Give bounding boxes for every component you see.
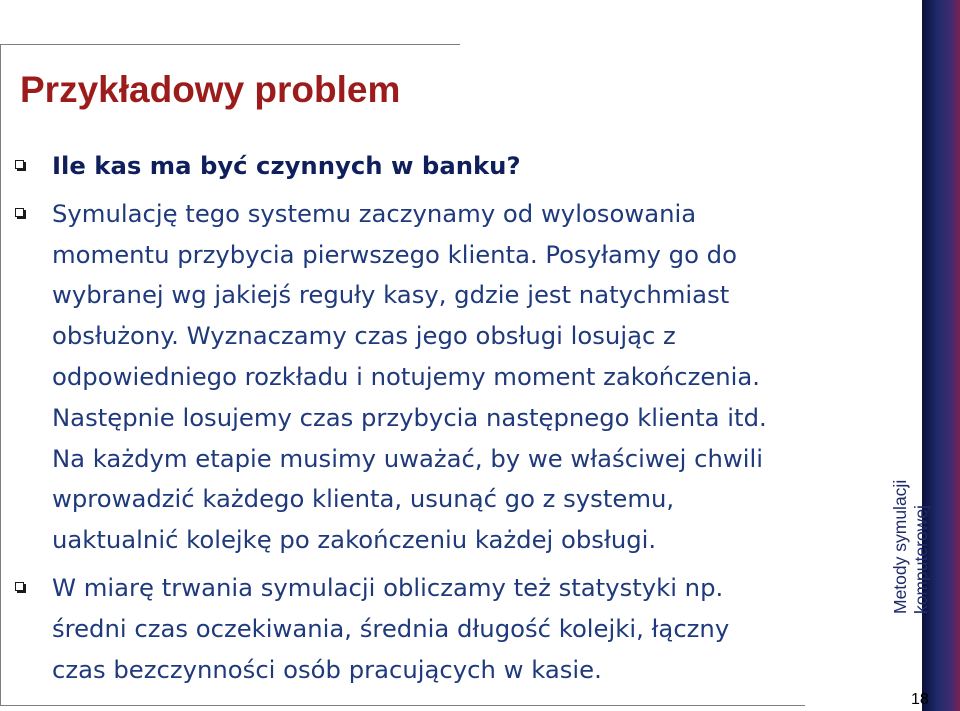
bullet-item-2 <box>0 194 900 561</box>
side-caption-line-1: Metody symulacji <box>890 479 910 614</box>
bullet-item-3 <box>0 568 900 690</box>
bullet-list <box>0 146 900 690</box>
slide-title: Przykładowy problem <box>20 69 401 110</box>
side-caption-line-2: komputerowej <box>911 505 931 614</box>
bullet-text: W miarę trwania symulacji obliczamy też statystyki np. średni czas oczekiwania, średnia długość kolejki, łączny czas bezczynności osób pracujących w kasie. <box>52 572 730 684</box>
bullet-item-1 <box>0 146 900 187</box>
page-number: 18 <box>911 691 929 708</box>
hollow-square-bullet-icon <box>15 208 24 217</box>
hollow-square-bullet-icon <box>15 160 24 169</box>
hollow-square-bullet-icon <box>15 582 24 591</box>
frame-bottom-border <box>0 705 805 706</box>
side-caption-text <box>890 480 932 614</box>
bullet-text: Ile kas ma być czynnych w banku? <box>52 151 521 180</box>
frame-top-border <box>0 44 460 45</box>
bullet-text: Symulację tego systemu zaczynamy od wylosowania momentu przybycia pierwszego klienta. Posyłamy go do wybranej wg jakiejś reguły kasy, gdzie jest natychmiast obsłużony. Wyznaczamy czas jego obsługi losując z odpowiedniego rozkładu i notujemy moment zakończenia. Następnie losujemy czas przybycia następnego klienta itd. Na każdym etapie musimy uważać, by we właściwej chwili wprowadzić każdego klienta, usunąć go z systemu, uaktualnić kolejkę po zakończeniu każdej obsługi. <box>52 198 767 555</box>
